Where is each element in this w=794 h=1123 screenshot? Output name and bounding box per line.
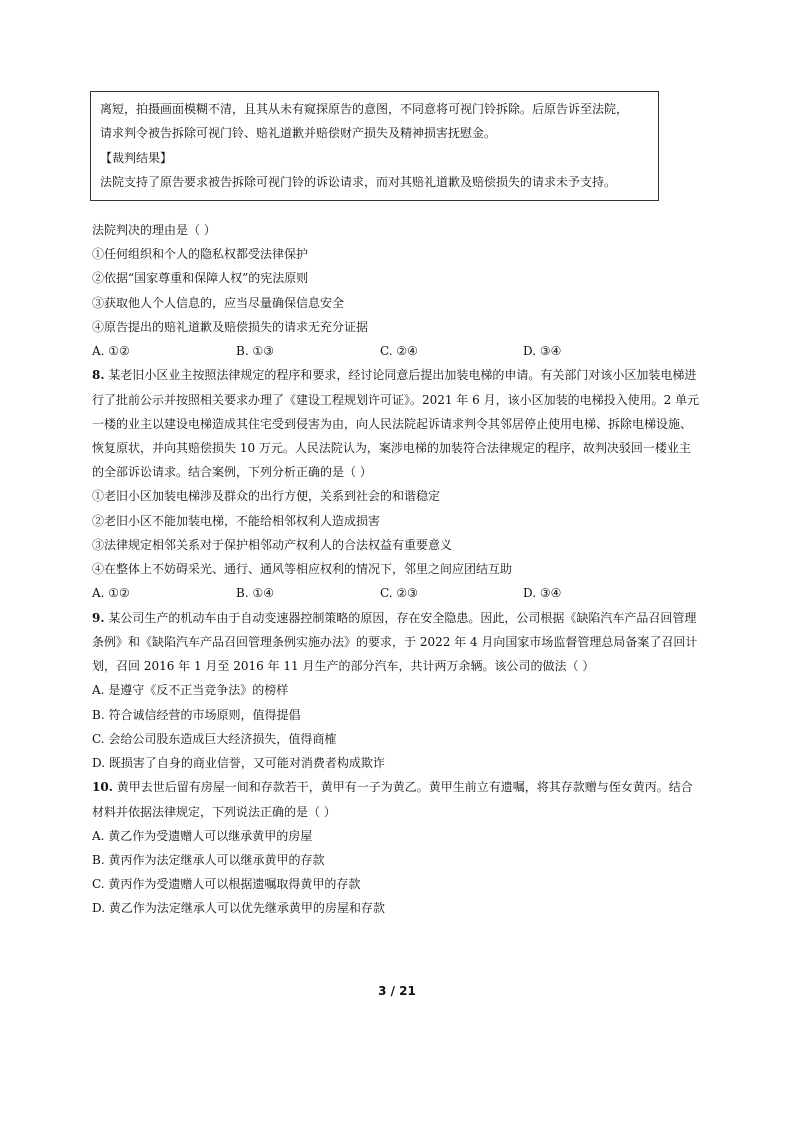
case-line: 离短，拍摄画面模糊不清，且其从未有窥探原告的意图，不同意将可视门铃拆除。后原告诉至法院， [100,102,629,116]
q8-option-a[interactable]: A. ①② [92,586,130,600]
q8-stem-line: 一楼的业主以建设电梯造成其住宅受到侵害为由，向人民法院起诉请求判令其邻居停止使用电梯、拆除电梯设施、 [92,417,693,431]
q10-option-b[interactable]: B. 黄丙作为法定继承人可以继承黄甲的存款 [92,853,325,867]
q8-stem-line: 恢复原状，并向其赔偿损失 10 万元。人民法院认为，案涉电梯的加装符合法律规定的程序，故判决驳回一楼业主 [92,441,691,455]
q7-statement: ②依据“国家尊重和保障人权”的宪法原则 [92,271,309,285]
q8-option-d[interactable]: D. ③④ [523,586,562,600]
q7-option-d[interactable]: D. ③④ [523,344,562,358]
q9-option-a[interactable]: A. 是遵守《反不正当竞争法》的榜样 [92,683,289,697]
q8-statement: ④在整体上不妨碍采光、通行、通风等相应权利的情况下，邻里之间应团结互助 [92,562,513,576]
q8-option-c[interactable]: C. ②③ [380,586,418,600]
case-line: 法院支持了原告要求被告拆除可视门铃的诉讼请求，而对其赔礼道歉及赔偿损失的请求未予支持。 [100,175,617,189]
q8-stem-line-1 [92,367,696,383]
q10-number: 10. [92,780,113,794]
q10-stem-text: 黄甲去世后留有房屋一间和存款若干，黄甲有一子为黄乙。黄甲生前立有遗嘱，将其存款赠与侄女黄丙。结合 [116,780,693,794]
q7-statement: ①任何组织和个人的隐私权都受法律保护 [92,247,309,261]
q8-stem-line: 的全部诉讼请求。结合案例，下列分析正确的是（ ） [92,465,372,479]
q7-option-c[interactable]: C. ②④ [380,344,418,358]
q8-option-b[interactable]: B. ①④ [236,586,274,600]
q7-statement: ③获取他人个人信息的，应当尽量确保信息安全 [92,296,345,310]
case-material-box [90,91,659,201]
case-heading: 【裁判结果】 [100,151,173,165]
q9-stem-line-1 [92,610,696,626]
page-number: 3 / 21 [378,984,416,998]
q7-option-a[interactable]: A. ①② [92,344,130,358]
q8-statement: ②老旧小区不能加装电梯，不能给相邻权利人造成损害 [92,514,381,528]
q8-number: 8. [92,368,105,382]
q10-option-c[interactable]: C. 黄丙作为受遗赠人可以根据遗嘱取得黄甲的存款 [92,877,361,891]
q7-statement: ④原告提出的赔礼道歉及赔偿损失的请求无充分证据 [92,320,369,334]
q10-option-d[interactable]: D. 黄乙作为法定继承人可以优先继承黄甲的房屋和存款 [92,901,385,915]
q10-stem-line: 材料并依据法律规定，下列说法正确的是（ ） [92,805,336,819]
q9-option-d[interactable]: D. 既损害了自身的商业信誉，又可能对消费者构成欺诈 [92,756,385,770]
case-line: 请求判令被告拆除可视门铃、赔礼道歉并赔偿财产损失及精神损害抚慰金。 [100,126,497,140]
q7-option-b[interactable]: B. ①③ [236,344,274,358]
q10-stem-line-1 [92,779,693,795]
q9-number: 9. [92,611,105,625]
q8-statement: ③法律规定相邻关系对于保护相邻动产权利人的合法权益有重要意义 [92,538,453,552]
q8-statement: ①老旧小区加装电梯涉及群众的出行方便，关系到社会的和谐稳定 [92,489,441,503]
q9-option-b[interactable]: B. 符合诚信经营的市场原则，值得提倡 [92,708,301,722]
q9-stem-line: 条例》和《缺陷汽车产品召回管理条例实施办法》的要求，于 2022 年 4 月向国家市场监督管理总局备案了召回计 [92,635,698,649]
q9-stem-line: 划，召回 2016 年 1 月至 2016 年 11 月生产的部分汽车，共计两万余辆。该公司的做法（ ） [92,659,595,673]
q7-stem: 法院判决的理由是（ ） [92,223,216,237]
q10-option-a[interactable]: A. 黄乙作为受遗赠人可以继承黄甲的房屋 [92,829,313,843]
q9-stem-text: 某公司生产的机动车由于自动变速器控制策略的原因，存在安全隐患。因此，公司根据《缺陷汽车产品召回管理 [108,611,697,625]
q9-option-c[interactable]: C. 会给公司股东造成巨大经济损失，值得商榷 [92,732,337,746]
q8-stem-line: 行了批前公示并按照相关要求办理了《建设工程规划许可证》。2021 年 6 月，该小区加装的电梯投入使用。2 单元 [92,393,700,407]
q8-stem-text: 某老旧小区业主按照法律规定的程序和要求，经讨论同意后提出加装电梯的申请。有关部门对该小区加装电梯进 [108,368,697,382]
